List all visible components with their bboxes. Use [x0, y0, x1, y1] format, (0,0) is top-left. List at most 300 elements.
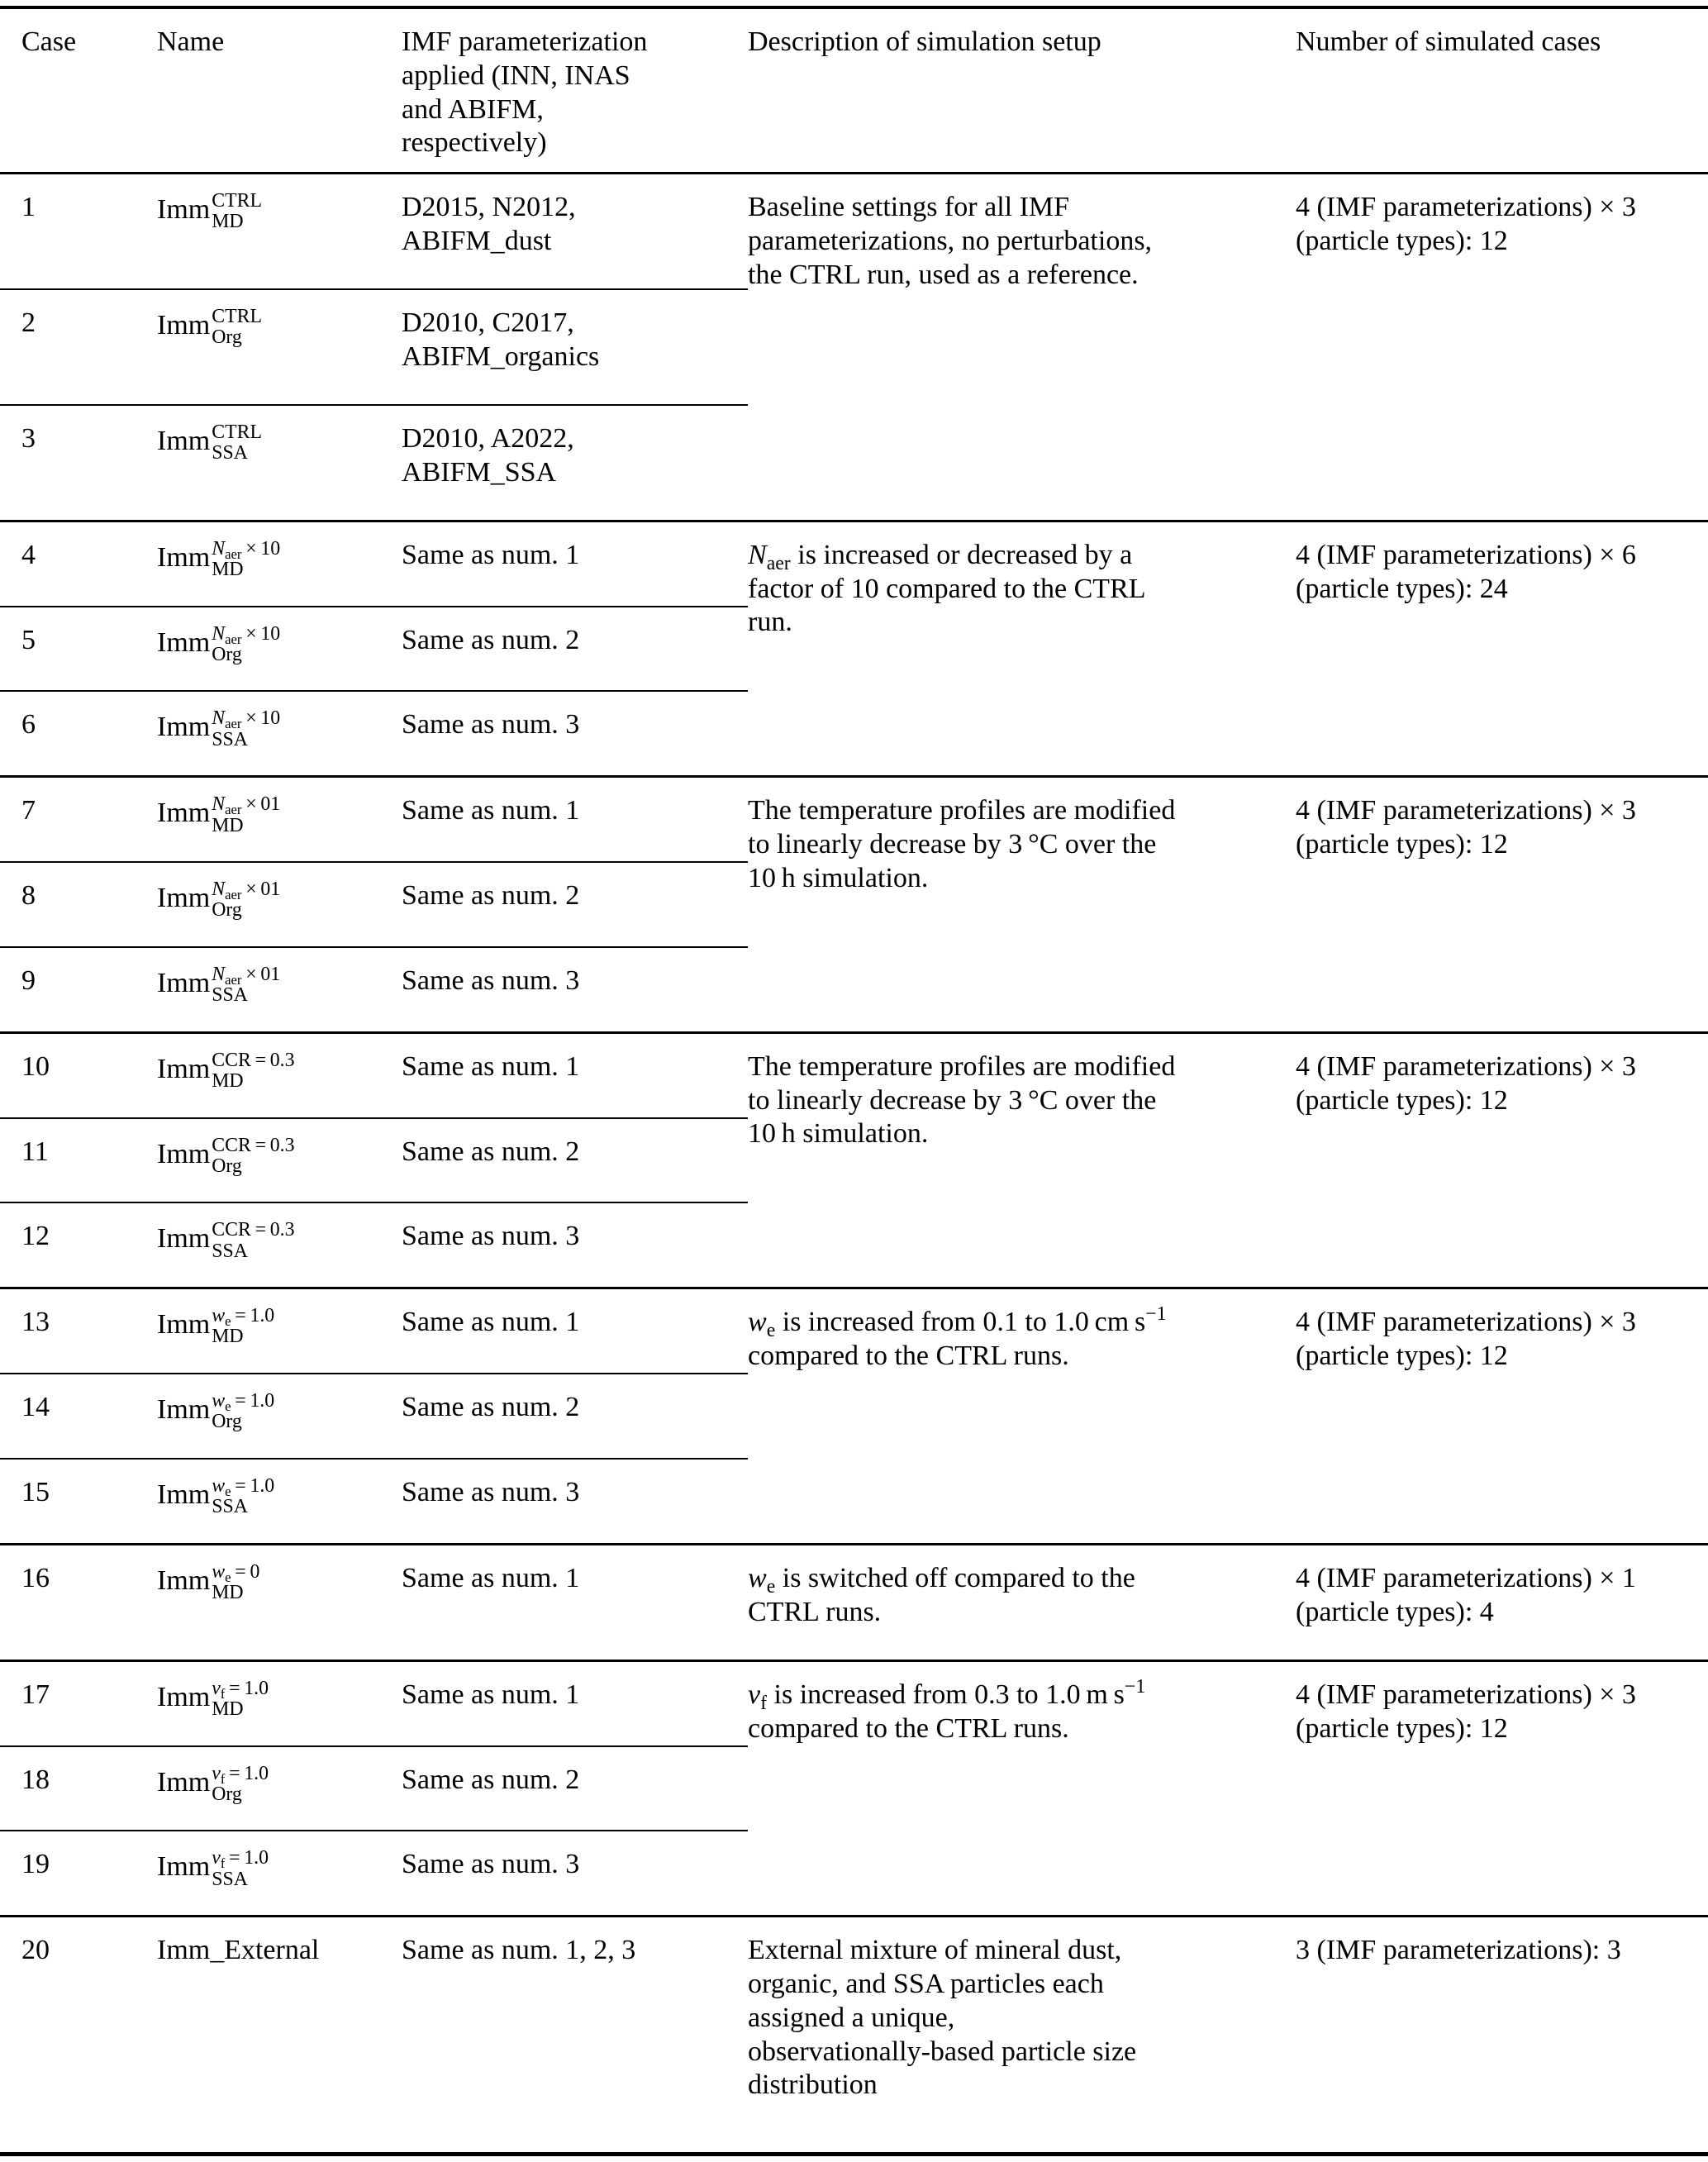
name-subscript: SSA [212, 1496, 248, 1518]
text-run: 4 (IMF parameterizations) × 3 [1296, 795, 1636, 826]
case-cell: 11 [0, 1118, 157, 1203]
text-sup: −1 [1124, 1675, 1146, 1698]
header-number-of-cases [1296, 7, 1708, 174]
text-sub: e [225, 1483, 231, 1499]
text-run: = 1.0 [231, 1305, 275, 1327]
case-cell: 17 [0, 1660, 157, 1745]
name-cell [157, 1202, 402, 1288]
text-line [1296, 191, 1705, 225]
imf-cell [402, 521, 748, 606]
text-run: Same as num. 2 [402, 624, 580, 655]
text-line [748, 2002, 1292, 2036]
text-run: D2015, N2012, [402, 192, 576, 223]
text-run: compared to the CTRL runs. [748, 1341, 1069, 1372]
run-name-base: Imm [157, 1564, 211, 1596]
text-run: Same as num. 3 [402, 1221, 580, 1252]
text-run: (particle types): 12 [1296, 1712, 1508, 1744]
name-subscript: SSA [212, 1868, 248, 1890]
run-name-base: Imm [157, 1309, 211, 1341]
case-cell: 18 [0, 1746, 157, 1831]
case-cell: 5 [0, 607, 157, 692]
imf-cell [402, 691, 748, 776]
text-line [402, 1562, 745, 1596]
text-run: is increased from 0.1 to 1.0 cm s [775, 1307, 1146, 1338]
name-superscript [212, 307, 262, 327]
name-superscript [212, 1847, 269, 1872]
name-subscript: MD [212, 1698, 244, 1720]
imf-cell [402, 947, 748, 1032]
imf-cell [402, 405, 748, 521]
table-row [0, 174, 1708, 289]
name-superscript [212, 624, 280, 645]
name-subscript: SSA [212, 984, 248, 1007]
name-cell [157, 1746, 402, 1831]
text-run: (particle types): 12 [1296, 1084, 1508, 1116]
case-cell: 19 [21, 1849, 50, 1880]
imf-cell [402, 1202, 748, 1288]
num-cases-cell [1296, 1660, 1708, 1916]
math-variable: w [212, 1390, 226, 1412]
text-line [402, 964, 745, 998]
text-run: CCR = 0.3 [212, 1219, 295, 1241]
name-subscript: SSA [212, 728, 248, 750]
imf-cell [402, 607, 748, 692]
text-line [748, 2036, 1292, 2069]
text-line [402, 1220, 745, 1254]
run-name-base: Imm [157, 883, 211, 914]
text-line [748, 539, 1292, 573]
text-run: Same as num. 3 [402, 1849, 580, 1880]
text-run: Same as num. 3 [402, 964, 580, 996]
text-line [402, 422, 745, 456]
case-cell: 7 [0, 777, 157, 862]
text-line [402, 26, 745, 60]
case-cell: 3 [21, 422, 36, 454]
table-row [0, 1544, 1708, 1660]
run-name-base: Imm [157, 712, 211, 743]
text-run: = 1.0 [225, 1677, 269, 1699]
name-scripts [212, 191, 262, 232]
text-line [402, 191, 745, 225]
imf-cell [402, 1544, 748, 1660]
text-line [1296, 225, 1705, 259]
run-name-base: Imm [157, 1851, 211, 1883]
header-imf-parameterization [402, 7, 748, 174]
name-scripts [212, 708, 280, 750]
text-run: applied (INN, INAS [402, 60, 630, 91]
text-line [748, 1340, 1292, 1374]
name-superscript [212, 963, 281, 988]
text-run: 4 (IMF parameterizations) × 3 [1296, 192, 1636, 223]
name-subscript: MD [212, 814, 244, 836]
header-name [157, 7, 402, 174]
name-superscript [212, 1050, 294, 1071]
text-run: The temperature profiles are modified [748, 1050, 1176, 1082]
name-superscript [212, 1562, 259, 1583]
run-name-base: Imm [157, 1053, 211, 1084]
case-cell: 9 [21, 964, 36, 996]
case-cell: 20 [0, 1917, 157, 2155]
text-run: factor of 10 compared to the CTRL [748, 573, 1146, 604]
text-line [1296, 1562, 1705, 1596]
name-cell [157, 289, 402, 405]
header-case [0, 7, 157, 174]
run-name-base: Imm [157, 1766, 211, 1798]
text-run: parameterizations, no perturbations, [748, 225, 1153, 256]
case-cell: 16 [0, 1544, 157, 1660]
name-cell [157, 1544, 402, 1660]
text-line [402, 1476, 745, 1510]
text-line [1296, 1596, 1705, 1630]
name-subscript: Org [212, 1155, 242, 1177]
text-run: is switched off compared to the [775, 1562, 1135, 1593]
run-name-base: Imm [157, 1138, 211, 1169]
text-run: 3 (IMF parameterizations): 3 [1296, 1935, 1621, 1966]
text-line [748, 191, 1292, 225]
text-line [1296, 573, 1705, 607]
imf-cell [402, 174, 748, 289]
text-line [748, 1303, 1292, 1342]
math-variable: N [212, 622, 226, 645]
name-scripts [212, 1306, 274, 1347]
name-superscript [212, 1390, 275, 1415]
num-cases-cell [1296, 521, 1708, 776]
run-name-base: Imm [157, 1479, 211, 1510]
name-scripts [212, 624, 280, 665]
description-cell [748, 777, 1296, 1032]
name-superscript [212, 539, 280, 560]
name-subscript: MD [212, 1581, 244, 1603]
name-cell [157, 607, 402, 692]
imf-cell [402, 1660, 748, 1745]
name-superscript [212, 1220, 294, 1241]
header-description [748, 7, 1296, 174]
text-run: CCR = 0.3 [212, 1049, 295, 1071]
math-variable: w [748, 1562, 767, 1593]
text-line [748, 2069, 1292, 2102]
table-row [0, 521, 1708, 606]
description-cell [748, 1660, 1296, 1916]
table-row [0, 1660, 1708, 1745]
name-superscript [212, 879, 281, 903]
text-line [1296, 1934, 1705, 1968]
text-line [748, 573, 1292, 607]
name-scripts [212, 1764, 269, 1805]
num-cases-cell [1296, 1288, 1708, 1544]
text-run: 10 h simulation. [748, 862, 929, 893]
case-cell: 8 [0, 862, 157, 947]
text-run: × 10 [241, 707, 281, 730]
name-subscript: Org [212, 643, 242, 665]
imf-cell [402, 862, 748, 947]
case-cell: 1 [0, 174, 157, 289]
name-cell [157, 777, 402, 862]
description-cell [748, 1288, 1296, 1544]
imf-cell [402, 289, 748, 405]
text-line [402, 708, 745, 742]
name-cell [157, 405, 402, 521]
text-line [402, 794, 745, 828]
text-sup: −1 [1145, 1303, 1167, 1326]
text-line [748, 828, 1292, 862]
name-cell [157, 1288, 402, 1374]
text-run: Same as num. 1 [402, 1679, 580, 1710]
description-cell [748, 1544, 1296, 1660]
text-run: Same as num. 1, 2, 3 [402, 1935, 636, 1966]
text-sub: e [225, 1569, 231, 1585]
text-run: to linearly decrease by 3 °C over the [748, 1084, 1157, 1116]
text-run: ABIFM_SSA [402, 456, 557, 488]
text-run: = 1.0 [225, 1762, 269, 1784]
text-line [402, 1136, 745, 1169]
text-run: CTRL [212, 306, 263, 328]
table-row [0, 1917, 1708, 2155]
text-line [1296, 1679, 1705, 1712]
text-sub: aer [225, 631, 242, 647]
num-cases-cell [1296, 174, 1708, 521]
name-superscript [212, 1305, 275, 1330]
imf-cell [402, 1746, 748, 1831]
text-run: Same as num. 2 [402, 1764, 580, 1795]
name-cell [157, 521, 402, 606]
text-run: (particle types): 12 [1296, 829, 1508, 860]
text-sub: f [220, 1855, 226, 1872]
text-line [402, 1306, 745, 1340]
text-run: Name [157, 26, 225, 57]
header-row [0, 7, 1708, 174]
text-sub: aer [225, 802, 242, 818]
text-line [748, 1934, 1292, 1968]
text-run: the CTRL run, used as a reference. [748, 259, 1139, 290]
text-line [748, 1712, 1292, 1746]
text-run: × 01 [241, 793, 281, 816]
run-name-base: Imm [157, 1681, 211, 1712]
math-variable: N [212, 963, 226, 985]
text-run: observationally-based particle size [748, 2036, 1137, 2067]
text-line [402, 624, 745, 658]
text-run: 4 (IMF parameterizations) × 3 [1296, 1679, 1636, 1710]
run-name-base: Imm [157, 1223, 211, 1255]
text-sub: f [760, 1692, 768, 1714]
name-subscript: Org [212, 1783, 242, 1805]
text-run: The temperature profiles are modified [748, 795, 1176, 826]
text-line [748, 862, 1292, 896]
name-scripts [212, 1562, 259, 1603]
num-cases-cell [1296, 1032, 1708, 1288]
text-line [748, 1117, 1292, 1151]
text-run: Case [21, 26, 77, 57]
name-scripts [212, 1391, 274, 1432]
text-run: (particle types): 24 [1296, 573, 1508, 604]
name-scripts [212, 1848, 269, 1889]
num-cases-cell [1296, 777, 1708, 1032]
imf-cell [402, 1118, 748, 1203]
simulation-cases-table [0, 6, 1708, 2156]
text-run: 4 (IMF parameterizations) × 1 [1296, 1562, 1636, 1593]
name-cell [157, 1660, 402, 1745]
math-variable: v [212, 1677, 221, 1699]
name-scripts [212, 794, 280, 836]
text-line [402, 456, 745, 490]
name-subscript: SSA [212, 1240, 248, 1262]
imf-cell [402, 1917, 748, 2155]
math-variable: v [212, 1847, 221, 1869]
name-scripts [212, 1136, 294, 1177]
name-cell [157, 1374, 402, 1459]
text-run: Number of simulated cases [1296, 26, 1601, 57]
text-line [748, 225, 1292, 259]
text-run: External mixture of mineral dust, [748, 1935, 1122, 1966]
name-scripts [212, 1679, 269, 1720]
text-line [1296, 1712, 1705, 1746]
name-superscript [212, 191, 262, 212]
name-subscript: Org [212, 899, 242, 921]
case-cell: 13 [0, 1288, 157, 1374]
math-variable: v [212, 1762, 221, 1784]
text-run: IMF parameterization [402, 26, 648, 57]
text-line [402, 1679, 745, 1712]
text-line [402, 1934, 745, 1968]
text-run: distribution [748, 2069, 878, 2101]
name-cell [157, 1118, 402, 1203]
case-cell: 6 [21, 709, 36, 741]
run-name-base: Imm [157, 967, 211, 998]
text-sub: e [225, 1313, 231, 1330]
description-cell [748, 174, 1296, 521]
text-run: 4 (IMF parameterizations) × 6 [1296, 539, 1636, 570]
name-superscript [212, 1136, 294, 1156]
description-cell [748, 1917, 1296, 2155]
run-name-base: Imm [157, 194, 211, 226]
text-line [748, 606, 1292, 640]
table-body [0, 174, 1708, 2155]
text-run: (particle types): 12 [1296, 1341, 1508, 1372]
imf-cell [402, 1288, 748, 1374]
text-run: Same as num. 1 [402, 1562, 580, 1593]
math-variable: N [212, 707, 226, 730]
text-line [748, 26, 1292, 60]
math-variable: N [212, 537, 226, 560]
text-run: compared to the CTRL runs. [748, 1712, 1069, 1744]
text-line [402, 307, 745, 340]
text-sub: aer [225, 545, 242, 562]
text-run: assigned a unique, [748, 2002, 955, 2033]
text-line [748, 1050, 1292, 1084]
case-cell: 4 [0, 521, 157, 606]
run-name-base: Imm [157, 541, 211, 573]
name-superscript [212, 1762, 269, 1787]
text-line [402, 225, 745, 259]
math-variable: w [212, 1560, 226, 1583]
text-line [1296, 1306, 1705, 1340]
name-superscript [212, 1476, 274, 1497]
name-cell [157, 947, 402, 1032]
text-run: is increased or decreased by a [790, 539, 1133, 570]
text-run: = 0 [231, 1560, 260, 1583]
text-run: Same as num. 2 [402, 1136, 580, 1167]
text-run: 4 (IMF parameterizations) × 3 [1296, 1050, 1636, 1082]
text-sub: f [220, 1770, 226, 1787]
text-run: is increased from 0.3 to 1.0 m s [767, 1679, 1125, 1710]
name-cell [157, 1032, 402, 1117]
text-line [402, 1050, 745, 1084]
text-run: D2010, C2017, [402, 307, 574, 339]
name-scripts [212, 422, 262, 464]
name-scripts [212, 1050, 294, 1092]
imf-cell [402, 777, 748, 862]
text-line [748, 1084, 1292, 1118]
case-cell: 10 [0, 1032, 157, 1117]
case-cell: 15 [21, 1476, 50, 1507]
text-line [157, 26, 398, 60]
text-line [402, 1764, 745, 1798]
name-cell [157, 691, 402, 776]
text-run: Same as num. 3 [402, 1476, 580, 1507]
name-cell [157, 1831, 402, 1916]
text-run: CTRL [212, 421, 263, 443]
math-variable: N [212, 879, 226, 901]
name-cell [157, 174, 402, 289]
text-line [748, 1562, 1292, 1596]
name-cell [157, 1917, 402, 2155]
text-run: Same as num. 1 [402, 1050, 580, 1082]
description-cell [748, 521, 1296, 776]
run-name-base: Imm_External [157, 1935, 320, 1966]
text-run: ABIFM_dust [402, 225, 552, 256]
text-run: 10 h simulation. [748, 1118, 929, 1150]
name-superscript [212, 707, 281, 732]
name-superscript [212, 1677, 269, 1702]
text-run: Same as num. 1 [402, 1307, 580, 1338]
name-subscript: Org [212, 1411, 242, 1433]
text-line [21, 26, 154, 60]
text-run: Same as num. 3 [402, 709, 580, 741]
text-line [1296, 1050, 1705, 1084]
text-run: Same as num. 2 [402, 880, 580, 912]
text-run: to linearly decrease by 3 °C over the [748, 829, 1157, 860]
text-run: and ABIFM, [402, 93, 544, 125]
math-variable: w [212, 1474, 226, 1497]
name-scripts [212, 307, 262, 348]
imf-cell [402, 1831, 748, 1916]
text-run: CTRL [212, 190, 263, 212]
text-line [1296, 828, 1705, 862]
text-line [748, 1675, 1292, 1714]
text-sub: aer [225, 887, 242, 903]
run-name-base: Imm [157, 1394, 211, 1426]
text-run: respectively) [402, 127, 547, 159]
text-line [1296, 794, 1705, 828]
text-run: = 1.0 [231, 1474, 275, 1497]
text-sub: e [225, 1398, 231, 1415]
text-sub: aer [225, 971, 242, 988]
name-subscript: Org [212, 326, 242, 349]
text-line [402, 539, 745, 573]
text-sub: aer [766, 552, 791, 574]
name-scripts [212, 539, 280, 580]
num-cases-cell [1296, 1917, 1708, 2155]
text-run: Same as num. 1 [402, 795, 580, 826]
text-run: organic, and SSA particles each [748, 1969, 1104, 2000]
text-sub: e [766, 1320, 776, 1342]
name-cell [157, 862, 402, 947]
name-superscript [212, 793, 281, 818]
name-subscript: MD [212, 1069, 244, 1092]
name-subscript: SSA [212, 442, 248, 464]
math-variable: N [748, 539, 767, 570]
table-row [0, 1288, 1708, 1374]
text-run: Description of simulation setup [748, 26, 1101, 57]
